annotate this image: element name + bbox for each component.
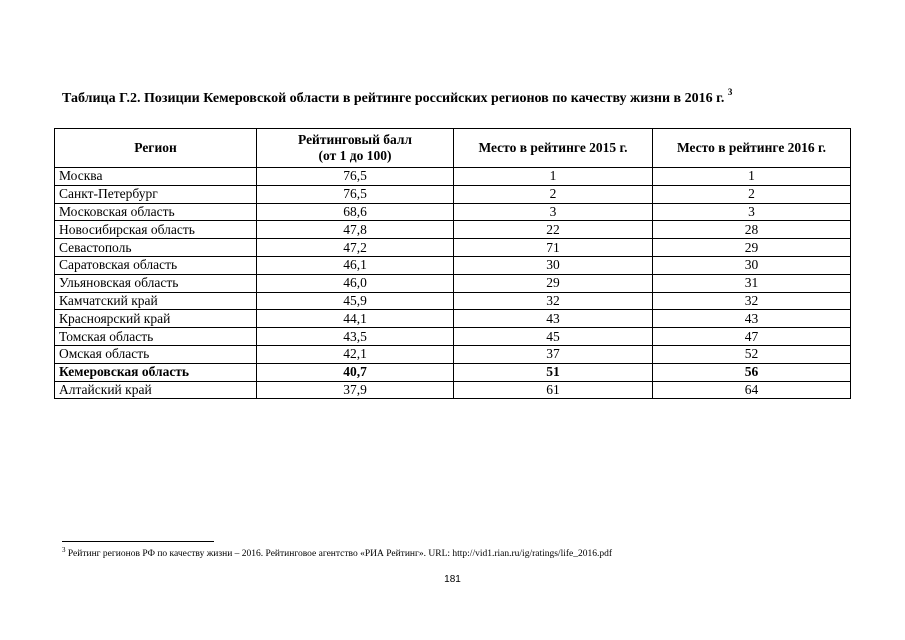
cell-rank-2015: 43 xyxy=(454,310,653,328)
cell-rank-2016: 56 xyxy=(653,363,851,381)
cell-rank-2016: 47 xyxy=(653,328,851,346)
cell-rank-2016: 64 xyxy=(653,381,851,399)
cell-rank-2016: 43 xyxy=(653,310,851,328)
cell-region: Томская область xyxy=(55,328,257,346)
cell-score: 46,1 xyxy=(257,256,454,274)
cell-score: 42,1 xyxy=(257,345,454,363)
cell-rank-2015: 22 xyxy=(454,221,653,239)
cell-region: Саратовская область xyxy=(55,256,257,274)
cell-score: 76,5 xyxy=(257,185,454,203)
page-number: 181 xyxy=(444,574,461,585)
cell-rank-2016: 32 xyxy=(653,292,851,310)
footnote-text: Рейтинг регионов РФ по качеству жизни – 2016. Рейтинговое агентство «РИА Рейтинг». URL: http://vid1.rian.ru/ig/ratings/life_2016.pdf xyxy=(65,549,613,560)
cell-score: 47,2 xyxy=(257,239,454,257)
cell-score: 76,5 xyxy=(257,168,454,186)
table-title xyxy=(62,87,733,107)
table-row xyxy=(55,381,851,399)
cell-region: Москва xyxy=(55,168,257,186)
cell-region: Московская область xyxy=(55,203,257,221)
cell-rank-2016: 30 xyxy=(653,256,851,274)
footnote-ref: 3 xyxy=(727,87,733,97)
cell-rank-2015: 2 xyxy=(454,185,653,203)
table-row xyxy=(55,274,851,292)
cell-score: 45,9 xyxy=(257,292,454,310)
header-region: Регион xyxy=(55,129,257,168)
cell-rank-2015: 45 xyxy=(454,328,653,346)
cell-region: Ульяновская область xyxy=(55,274,257,292)
cell-rank-2015: 32 xyxy=(454,292,653,310)
cell-region: Омская область xyxy=(55,345,257,363)
table-row xyxy=(55,239,851,257)
table-row xyxy=(55,168,851,186)
footnote-marker: 3 xyxy=(62,546,66,554)
header-rank-2015: Место в рейтинге 2015 г. xyxy=(454,129,653,168)
cell-rank-2016: 1 xyxy=(653,168,851,186)
cell-rank-2015: 29 xyxy=(454,274,653,292)
header-score-line1: Рейтинговый балл xyxy=(298,132,412,147)
table-row xyxy=(55,256,851,274)
table-title-text: Таблица Г.2. Позиции Кемеровской области в рейтинге российских регионов по качеству жизни в 2016 г. xyxy=(62,91,725,106)
cell-score: 43,5 xyxy=(257,328,454,346)
cell-rank-2016: 3 xyxy=(653,203,851,221)
cell-rank-2016: 52 xyxy=(653,345,851,363)
cell-rank-2015: 3 xyxy=(454,203,653,221)
cell-score: 44,1 xyxy=(257,310,454,328)
cell-rank-2015: 61 xyxy=(454,381,653,399)
table-header-row xyxy=(55,129,851,168)
cell-score: 40,7 xyxy=(257,363,454,381)
table-row xyxy=(55,203,851,221)
table-row xyxy=(55,345,851,363)
cell-region: Камчатский край xyxy=(55,292,257,310)
cell-rank-2015: 71 xyxy=(454,239,653,257)
cell-rank-2015: 51 xyxy=(454,363,653,381)
header-score-line2: (от 1 до 100) xyxy=(318,148,392,163)
cell-score: 47,8 xyxy=(257,221,454,239)
cell-score: 46,0 xyxy=(257,274,454,292)
cell-region: Новосибирская область xyxy=(55,221,257,239)
cell-region: Севастополь xyxy=(55,239,257,257)
header-score xyxy=(257,129,454,168)
cell-region: Красноярский край xyxy=(55,310,257,328)
cell-rank-2016: 31 xyxy=(653,274,851,292)
cell-region: Санкт-Петербург xyxy=(55,185,257,203)
cell-region: Алтайский край xyxy=(55,381,257,399)
cell-region: Кемеровская область xyxy=(55,363,257,381)
cell-rank-2016: 2 xyxy=(653,185,851,203)
cell-rank-2015: 1 xyxy=(454,168,653,186)
footnote-separator xyxy=(62,541,214,542)
cell-score: 37,9 xyxy=(257,381,454,399)
ranking-table xyxy=(54,128,851,399)
table-row xyxy=(55,328,851,346)
table-row xyxy=(55,292,851,310)
cell-rank-2015: 37 xyxy=(454,345,653,363)
table-row xyxy=(55,221,851,239)
cell-score: 68,6 xyxy=(257,203,454,221)
table-row-highlighted xyxy=(55,363,851,381)
table-row xyxy=(55,185,851,203)
footnote xyxy=(62,546,612,559)
cell-rank-2016: 28 xyxy=(653,221,851,239)
cell-rank-2015: 30 xyxy=(454,256,653,274)
cell-rank-2016: 29 xyxy=(653,239,851,257)
table-row xyxy=(55,310,851,328)
header-rank-2016: Место в рейтинге 2016 г. xyxy=(653,129,851,168)
